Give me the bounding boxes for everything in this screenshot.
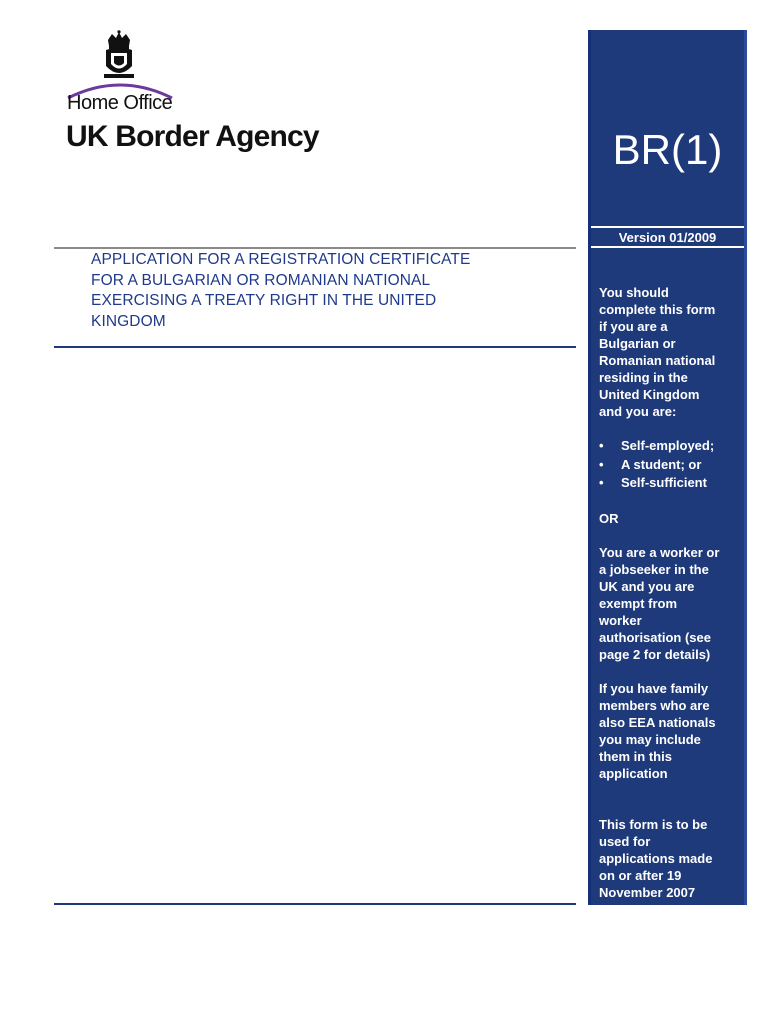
application-title xyxy=(91,250,561,332)
intro-line: Romanian national xyxy=(599,353,716,368)
title-line: FOR A BULGARIAN OR ROMANIAN NATIONAL xyxy=(91,271,431,289)
family-line: them in this xyxy=(599,748,672,764)
bullet-icon: • xyxy=(599,438,604,453)
list-item: • Self-employed; xyxy=(599,438,715,453)
family-line: you may include xyxy=(599,731,701,747)
date-line: November 2007 xyxy=(599,884,696,900)
list-item: • A student; or xyxy=(599,456,702,472)
worker-line: UK and you are xyxy=(599,578,695,594)
bullet-icon: • xyxy=(599,456,604,472)
bullet-icon: • xyxy=(599,475,604,490)
worker-line: a jobseeker in the xyxy=(599,561,709,577)
org-name: Home Office xyxy=(67,92,173,114)
or-label: OR xyxy=(599,510,619,526)
date-line: applications made xyxy=(599,850,713,866)
bottom-divider xyxy=(54,903,576,905)
agency-name: UK Border Agency xyxy=(66,120,319,153)
family-line: also EEA nationals xyxy=(599,714,716,730)
intro-line: Bulgarian or xyxy=(599,336,676,351)
royal-crest-icon xyxy=(100,30,138,82)
criteria-list xyxy=(599,437,747,493)
worker-line: page 2 for details) xyxy=(599,646,711,662)
intro-line: residing in the xyxy=(599,370,688,385)
version-label: Version 01/2009 xyxy=(618,230,717,245)
home-office-logo xyxy=(66,30,366,160)
family-line: If you have family xyxy=(599,680,709,696)
intro-line: complete this form xyxy=(599,302,716,317)
intro-line: if you are a xyxy=(599,319,668,334)
worker-line: worker xyxy=(599,612,642,628)
date-line: used for xyxy=(599,833,651,849)
title-line: EXERCISING A TREATY RIGHT IN THE UNITED xyxy=(91,292,437,309)
intro-line: United Kingdom xyxy=(599,387,700,402)
title-divider xyxy=(54,346,576,348)
date-line: on or after 19 xyxy=(599,867,682,883)
title-line: APPLICATION FOR A REGISTRATION CERTIFICATE xyxy=(91,251,471,268)
list-item: • Self-sufficient xyxy=(599,475,707,490)
date-line: This form is to be xyxy=(599,816,708,832)
info-sidebar xyxy=(588,30,747,905)
intro-line: and you are: xyxy=(599,404,677,419)
sidebar-text xyxy=(599,284,747,901)
worker-line: authorisation (see xyxy=(599,629,711,645)
title-line: KINGDOM xyxy=(91,312,166,330)
family-line: application xyxy=(599,765,668,781)
worker-line: You are a worker or xyxy=(599,544,720,560)
form-code: BR(1) xyxy=(612,126,723,173)
intro-line: You should xyxy=(599,285,669,300)
top-divider xyxy=(54,247,576,249)
worker-line: exempt from xyxy=(599,595,678,611)
family-line: members who are xyxy=(599,697,710,713)
